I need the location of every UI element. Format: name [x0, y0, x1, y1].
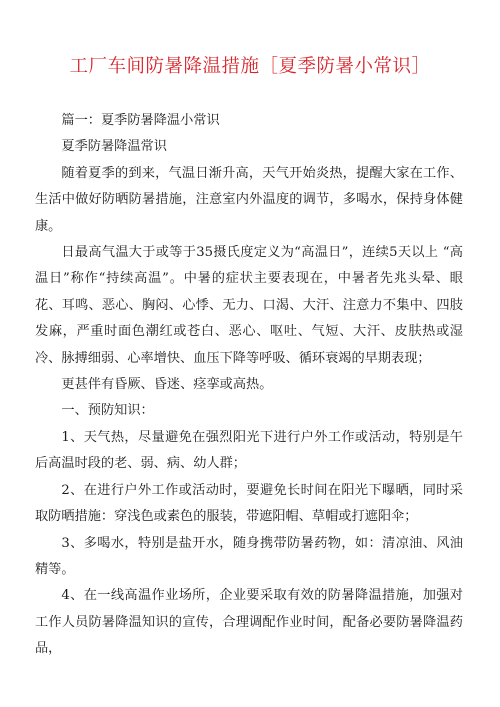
paragraph-symptoms: 日最高气温大于或等于35摄氏度定义为“高温日”，连续5天以上 “高温日”称作“持续高温”。中暑的症状主要表现在，中暑者先兆头晕、眼花、耳鸣、恶心、胸闷、心悸、无力、口渴、大汗、注意力不集中、四肢发麻，严重时面色潮红或苍白、恶心、呕吐、气短、大汗、皮肤热或湿冷、脉搏细弱、心率增快、血压下降等呼吸、循环衰竭的早期表现； — [35, 245, 463, 366]
prevention-heading: 一、预防知识： — [61, 403, 154, 419]
document-body — [35, 108, 463, 663]
prevention-item-4: 4、在一线高温作业场所，企业要采取有效的防暑降温措施，加强对 工作人员防暑降温知识的宣传，合理调配作业时间，配备必要防暑降温药 品， — [35, 588, 463, 657]
paragraph-intro: 随着夏季的到来，气温日渐升高，天气开始炎热，提醒大家在工作、生活中做好防晒防暑措施，注意室内外温度的调节，多喝水，保持身体健康。 — [35, 165, 463, 234]
prevention-item-2: 2、在进行户外工作或活动时，要避免长时间在阳光下曝晒，同时采 取防晒措施：穿浅色或素色的服装，带遮阳帽、草帽或打遮阳伞； — [35, 482, 463, 525]
prevention-item-3: 3、多喝水，特别是盐开水，随身携带防暑药物，如：清凉油、风油 精等。 — [35, 535, 463, 577]
document-title: 工厂车间防暑降温措施［夏季防暑小常识］ — [69, 56, 431, 77]
section-heading: 篇一：夏季防暑降温小常识 — [61, 113, 220, 128]
prevention-item-1: 1、天气热，尽量避免在强烈阳光下进行户外工作或活动，特别是午 后高温时段的老、弱、病、幼人群； — [35, 429, 463, 472]
paragraph-severe: 更甚伴有昏厥、昏迷、痉挛或高热。 — [61, 377, 273, 393]
subsection-heading: 夏季防暑降温常识 — [61, 139, 167, 155]
